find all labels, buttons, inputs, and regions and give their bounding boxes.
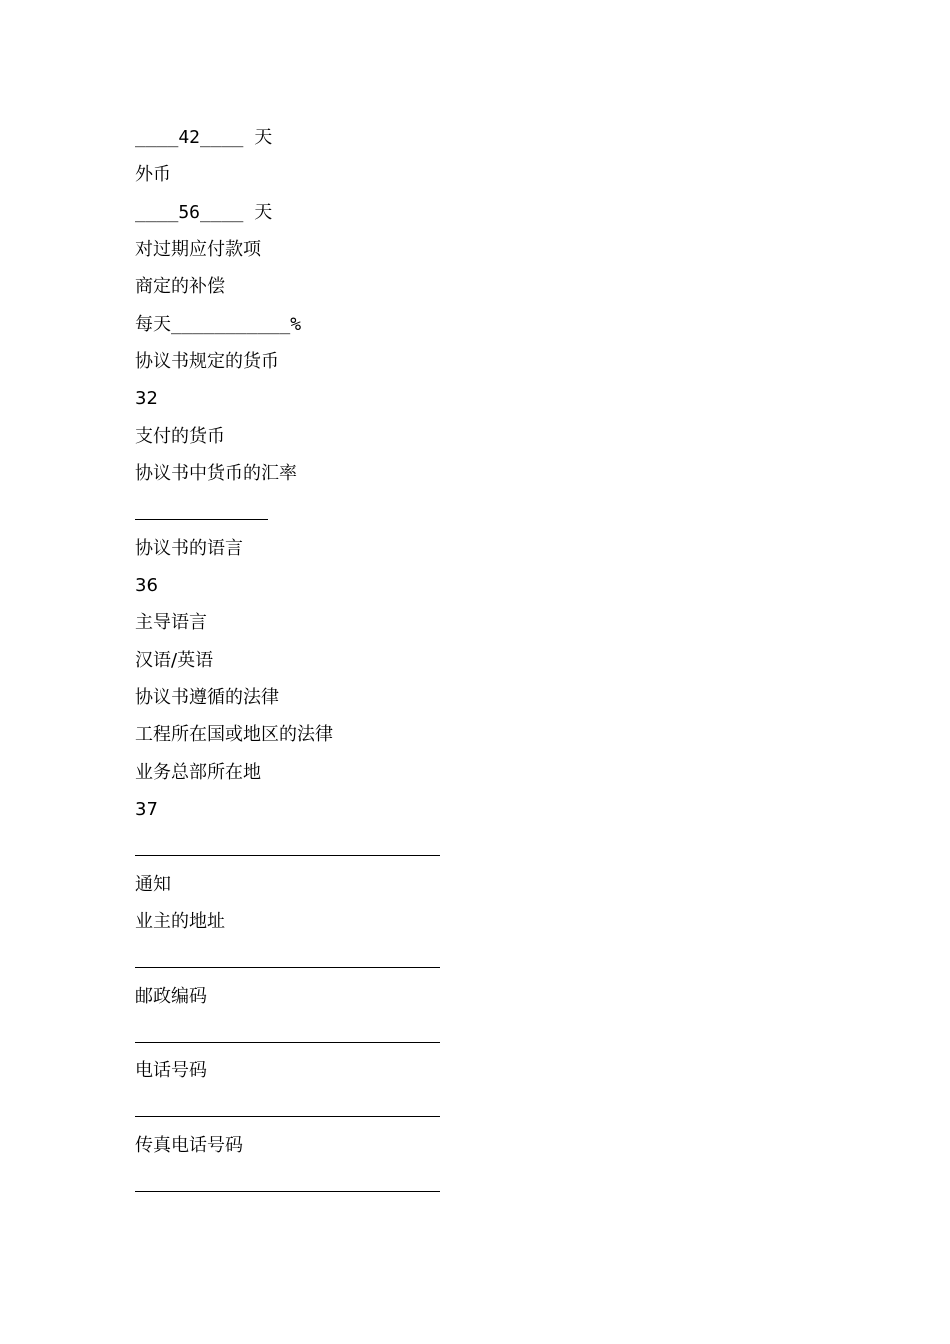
text-line: 通知 — [135, 874, 171, 895]
text-line: 商定的补偿 — [135, 276, 225, 297]
blank-underline — [135, 1116, 440, 1117]
text-line: 支付的货币 — [135, 426, 225, 447]
blank-underline — [135, 1042, 440, 1043]
text-line: 协议书的语言 — [135, 538, 243, 559]
blank-underline — [135, 855, 440, 856]
text-line: 外币 — [135, 164, 171, 185]
text-line: 业务总部所在地 — [135, 762, 261, 783]
text-line: 邮政编码 — [135, 986, 207, 1007]
text-line: 业主的地址 — [135, 911, 225, 932]
text-line: 每天___________% — [135, 314, 302, 335]
text-line: 工程所在国或地区的法律 — [135, 724, 333, 745]
text-line: 协议书遵循的法律 — [135, 687, 279, 708]
blank-underline — [135, 1191, 440, 1192]
text-line: 电话号码 — [135, 1060, 207, 1081]
text-line: 37 — [135, 799, 158, 820]
text-line: 32 — [135, 388, 158, 409]
text-line: 协议书规定的货币 — [135, 351, 279, 372]
text-line: 主导语言 — [135, 612, 207, 633]
text-line: 汉语/英语 — [135, 650, 214, 671]
text-line: 协议书中货币的汇率 — [135, 463, 297, 484]
text-line: ____42____ 天 — [135, 127, 273, 148]
text-line: ____56____ 天 — [135, 202, 273, 223]
blank-underline — [135, 967, 440, 968]
text-line: 传真电话号码 — [135, 1135, 243, 1156]
text-line: 36 — [135, 575, 158, 596]
blank-underline — [135, 519, 268, 520]
text-line: 对过期应付款项 — [135, 239, 261, 260]
